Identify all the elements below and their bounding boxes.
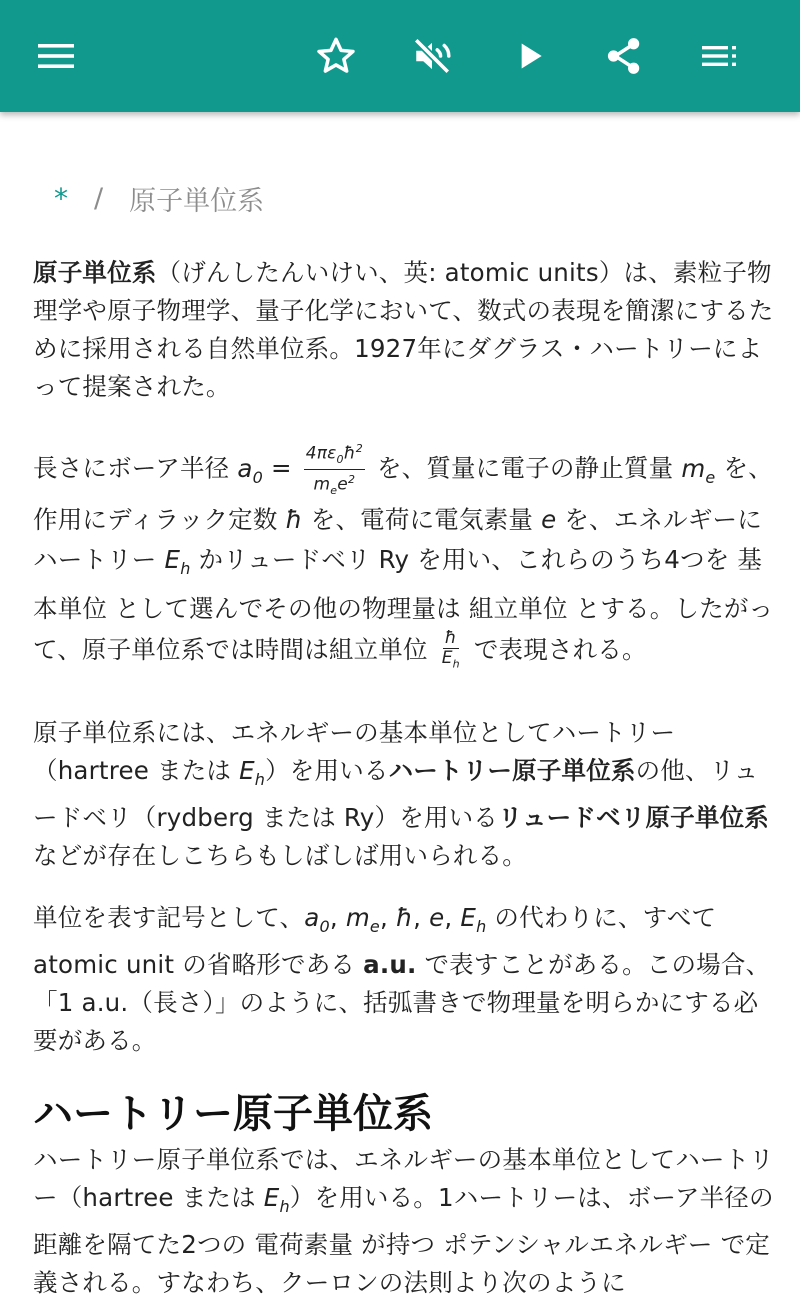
table-of-contents-button[interactable] <box>692 28 748 84</box>
paragraph-notation: 単位を表す記号として、$a_0$, $m_e$, ħ, e, $E_h$ の代わりに、すべて atomic unit の省略形である a.u. で表すことがある。この場合、「1 a.u.（長さ）」のように、括弧書きで物理量を明らかにする必要がある。 <box>33 903 771 1055</box>
article-content <box>0 112 800 1297</box>
play-button[interactable] <box>502 28 558 84</box>
paragraph-text: ハートリー原子単位系では、エネルギーの基本単位としてハートリー（hartree または <box>33 1145 774 1212</box>
paragraph-text: を、質量に電子の静止質量 <box>368 453 682 483</box>
term-au: a.u. <box>363 949 417 979</box>
paragraph-text: を、作用にディラック定数 <box>33 453 773 535</box>
playlist-icon <box>700 36 740 76</box>
symbol-a0: $a_0$ <box>304 903 330 936</box>
share-button[interactable] <box>596 28 652 84</box>
symbol-e: e <box>429 903 445 932</box>
bohr-radius-fraction: $\frac{4\pi\varepsilon_0ħ^2}{m_ee^2}$ <box>304 439 365 500</box>
paragraph-text: で表すことがある。この場合、「1 a.u.（長さ）」のように、括弧書きで物理量を明らかにする必要がある。 <box>33 949 771 1055</box>
symbol-hbar: ħ <box>285 505 303 535</box>
symbol-Eh: $E_h$ <box>263 1183 290 1216</box>
paragraph-text: 長さにボーア半径 <box>33 453 238 483</box>
paragraph-text: かリュードベリ Ry を用い、これらのうち4つを 基本単位 として選んでその他の物理量は 組立単位 とする。したがって、原子単位系では時間は組立単位 <box>33 545 774 665</box>
section-heading: ハートリー原子単位系 <box>33 1091 433 1137</box>
paragraph-text: 原子単位系には、エネルギーの基本単位としてハートリー（hartree または <box>33 718 676 785</box>
symbol-Eh: $E_h$ <box>239 756 266 789</box>
share-icon <box>603 35 645 77</box>
paragraph-text: を、電荷に電気素量 <box>302 505 542 535</box>
play-icon <box>510 36 550 76</box>
paragraph-text: ）を用いる <box>265 756 389 785</box>
star-outline-icon <box>315 35 357 77</box>
paragraph-text: で表現される。 <box>465 635 647 665</box>
breadcrumb-separator: / <box>94 182 104 214</box>
paragraph-base-units <box>33 439 778 673</box>
symbol-a0: $a_0$ <box>237 453 263 487</box>
time-unit-fraction: $\frac{ħ}{E_h}$ <box>441 627 460 671</box>
menu-button[interactable] <box>28 28 84 84</box>
top-app-bar <box>0 0 800 112</box>
paragraph-text: ）を用いる。1ハートリーは、ボーア半径の距離を隔てた2つの 電荷素量 が持つ ポテンシャルエネルギー で定義される。すなわち、クーロンの法則より次のように <box>33 1183 774 1297</box>
paragraph-variants <box>33 714 778 875</box>
bookmark-star-button[interactable] <box>308 28 364 84</box>
volume-off-icon <box>411 35 453 77</box>
symbol-Eh: $E_h$ <box>164 545 191 578</box>
breadcrumb-home-link[interactable]: * <box>54 181 68 215</box>
paragraph-intro <box>33 254 778 406</box>
symbol-Eh: $E_h$ <box>460 903 487 936</box>
paragraph-text: を、エネルギーにハートリー <box>33 505 762 575</box>
breadcrumb-current: 原子単位系 <box>129 185 265 217</box>
term-bold: 原子単位系 <box>33 258 157 287</box>
paragraph-text: 単位を表す記号として、 <box>33 903 305 932</box>
term-rydberg-au: リュードベリ原子単位系 <box>498 802 769 832</box>
symbol-me: $m_e$ <box>681 453 716 487</box>
symbol-me: $m_e$ <box>345 903 380 936</box>
paragraph-text: の代わりに、すべて atomic unit の省略形である <box>33 903 717 979</box>
term-hartree-au: ハートリー原子単位系 <box>388 756 636 785</box>
mute-button[interactable] <box>404 28 460 84</box>
breadcrumb <box>54 174 264 222</box>
symbol-e: e <box>541 505 557 535</box>
paragraph-hartree <box>33 1141 778 1302</box>
paragraph-text: の他、リュードベリ（rydberg または Ry）を用いる <box>33 756 759 832</box>
equals-sign: = <box>262 453 300 483</box>
hamburger-menu-icon <box>36 36 76 76</box>
paragraph-text: （げんしたんいけい、英: atomic units）は、素粒子物理学や原子物理学、量子化学において、数式の表現を簡潔にするために採用される自然単位系。1927年にダグラス・ハートリーによって提案された。 <box>33 258 774 401</box>
symbol-hbar: ħ <box>395 903 414 932</box>
paragraph-text: などが存在しこちらもしばしば用いられる。 <box>33 840 527 870</box>
